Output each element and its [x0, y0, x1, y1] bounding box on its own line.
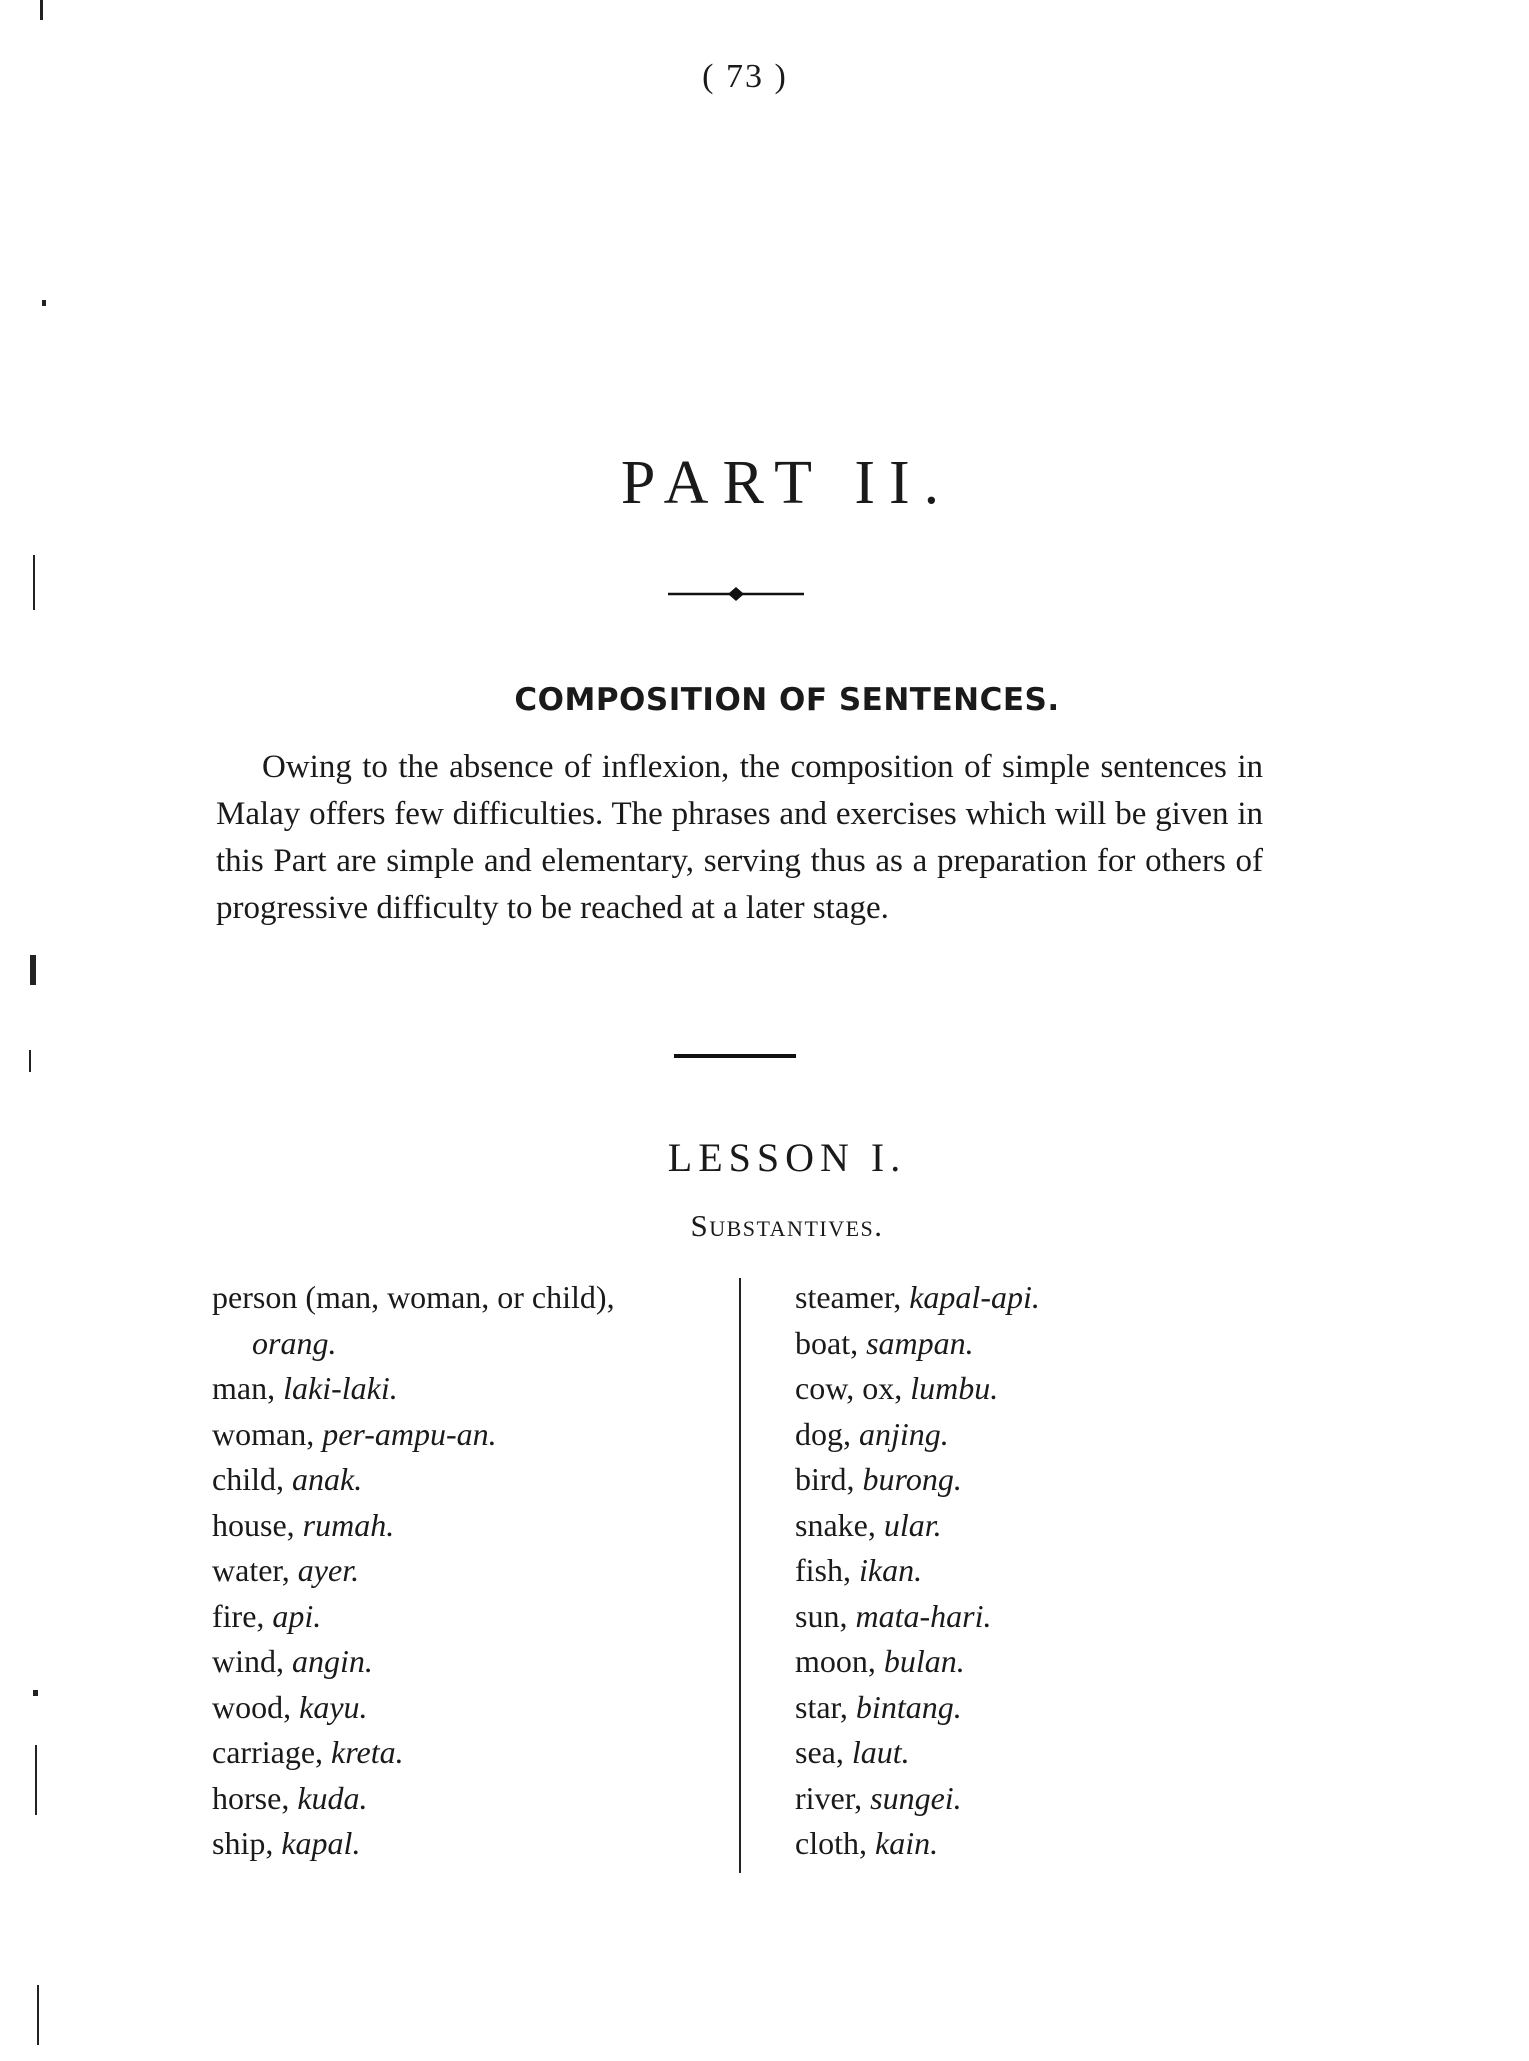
vocab-entry [212, 1548, 732, 1594]
english-word: water, [212, 1552, 298, 1588]
malay-word: kapal. [281, 1825, 361, 1861]
vocab-entry [795, 1639, 1315, 1685]
vocab-entry [212, 1275, 732, 1321]
english-word: fire, [212, 1597, 273, 1634]
english-word: steamer, [795, 1279, 910, 1315]
malay-word: per-ampu-an. [322, 1415, 497, 1452]
intro-paragraph: Owing to the absence of inflexion, the composition of simple sentences in Malay offers few difficulties. The phrases and exercises which will be given in this Part are simple and elementary, serving thus as a preparation for others of progressive difficulty to be reached at a later stage. [216, 749, 1263, 926]
malay-word: angin. [292, 1643, 373, 1679]
english-word: woman, [212, 1415, 323, 1452]
scan-mark [30, 955, 36, 985]
vocab-entry [795, 1457, 1315, 1503]
english-word: bird, [795, 1461, 863, 1497]
vocabulary-list-right [795, 1275, 1315, 1867]
vocab-entry [212, 1821, 732, 1867]
english-word: ship, [212, 1825, 282, 1861]
horizontal-rule [674, 1054, 796, 1058]
english-word: wood, [212, 1688, 300, 1725]
vocab-entry [795, 1685, 1315, 1731]
malay-word: rumah. [302, 1506, 395, 1543]
english-word: man, [212, 1370, 284, 1406]
malay-word: kapal-api. [909, 1279, 1040, 1315]
malay-word: mata-hari. [855, 1597, 992, 1634]
english-word: sun, [795, 1597, 856, 1634]
vocab-entry [795, 1821, 1315, 1867]
english-word: wind, [212, 1643, 292, 1679]
malay-word: laki-laki. [283, 1370, 398, 1406]
english-word: person (man, woman, or child), [212, 1279, 615, 1315]
english-word: dog, [795, 1415, 859, 1452]
malay-word: anak. [291, 1461, 363, 1497]
scan-mark [37, 1985, 39, 2045]
vocab-entry [795, 1594, 1315, 1640]
english-word: star, [795, 1688, 856, 1725]
malay-word: orang. [252, 1324, 337, 1361]
english-word: house, [212, 1506, 303, 1543]
english-word: fish, [795, 1552, 859, 1588]
scan-mark [42, 300, 46, 306]
english-word: cow, ox, [795, 1370, 911, 1406]
malay-word: api. [272, 1597, 322, 1634]
lesson-title: LESSON I. [667, 1135, 907, 1180]
malay-word: bulan. [883, 1643, 965, 1679]
malay-word: ikan. [859, 1552, 923, 1588]
vocab-entry [212, 1503, 732, 1549]
malay-word: ular. [883, 1506, 942, 1543]
vocab-entry [795, 1503, 1315, 1549]
vocab-entry [212, 1366, 732, 1412]
malay-word: kreta. [331, 1734, 404, 1770]
vocab-entry [212, 1457, 732, 1503]
malay-word: ayer. [297, 1552, 360, 1588]
lesson-subtitle: Substantives. [690, 1208, 884, 1243]
english-word: river, [795, 1779, 871, 1816]
malay-word: sampan. [866, 1324, 974, 1361]
vocab-entry [795, 1548, 1315, 1594]
english-word: boat, [795, 1324, 867, 1361]
page-number: ( 73 ) [702, 58, 788, 95]
column-divider [739, 1278, 741, 1873]
english-word: moon, [795, 1643, 884, 1679]
scan-mark [35, 1745, 37, 1815]
english-word: child, [212, 1461, 292, 1497]
english-word: cloth, [795, 1825, 875, 1861]
malay-word: kayu. [299, 1688, 368, 1725]
vocab-entry [795, 1275, 1315, 1321]
vocab-entry [212, 1685, 732, 1731]
scan-mark [29, 1050, 31, 1072]
vocab-entry [795, 1730, 1315, 1776]
malay-word: sungei. [870, 1779, 962, 1816]
malay-word: anjing. [859, 1415, 949, 1452]
vocab-entry [795, 1366, 1315, 1412]
vocab-entry [212, 1321, 732, 1367]
english-word: snake, [795, 1506, 884, 1543]
malay-word: burong. [862, 1461, 962, 1497]
scan-mark [40, 0, 43, 20]
scan-mark [33, 555, 35, 610]
english-word: carriage, [212, 1734, 332, 1770]
malay-word: kuda. [297, 1779, 368, 1816]
vocabulary-list-left [212, 1275, 732, 1867]
malay-word: kain. [874, 1825, 939, 1861]
vocab-entry [212, 1594, 732, 1640]
vocab-entry [795, 1412, 1315, 1458]
vocab-entry [212, 1776, 732, 1822]
malay-word: laut. [851, 1734, 910, 1770]
scan-mark [33, 1690, 38, 1696]
malay-word: bintang. [855, 1688, 962, 1725]
vocab-entry [212, 1639, 732, 1685]
part-title: PART II. [620, 449, 954, 517]
vocab-entry [795, 1776, 1315, 1822]
vocab-entry [795, 1321, 1315, 1367]
vocab-entry [212, 1730, 732, 1776]
english-word: sea, [795, 1734, 852, 1770]
ornament-divider [668, 584, 804, 604]
malay-word: lumbu. [910, 1370, 999, 1406]
english-word: horse, [212, 1779, 298, 1816]
vocab-entry [212, 1412, 732, 1458]
section-heading: COMPOSITION OF SENTENCES. [514, 682, 1060, 718]
